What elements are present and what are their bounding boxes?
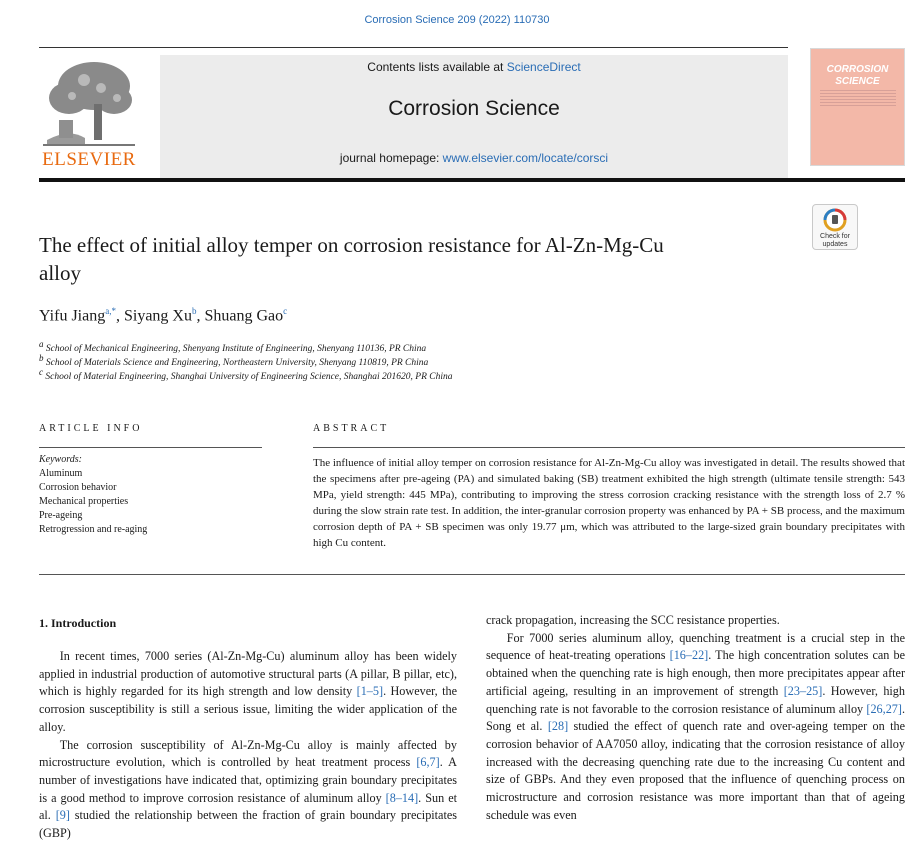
affiliation-c: $^c$ School of Material Engineering, Shanghai University of Engineering Science, Shanghai 201620, PR China	[39, 367, 453, 383]
affiliation-marker[interactable]: b	[191, 306, 197, 316]
keyword: Retrogression and re-aging	[39, 524, 148, 535]
journal-homepage-line: journal homepage: www.elsevier.com/locate/corsci	[339, 151, 609, 165]
intro-paragraph-2: The corrosion susceptibility of Al-Zn-Mg-Cu alloy is mainly affected by microstructure evolution, which is controlled by heat treatment process [6,7]. A number of investigations have indicated that, optimizing grain boundary precipitates is a good method to improve corrosion resistance of aluminum alloy [8–14]. Sun et al. [9] studied the relationship between the fraction of grain boundary precipitates (GBP)	[39, 737, 458, 841]
masthead-thick-rule	[39, 178, 905, 182]
affiliation-marker[interactable]: c	[283, 306, 288, 316]
check-for-updates-label: Check for updates	[820, 233, 850, 248]
article-info-rule	[39, 447, 262, 448]
abstract-rule	[313, 447, 905, 448]
sciencedirect-link[interactable]: ScienceDirect	[506, 60, 581, 74]
affiliation-a: $^a$ School of Mechanical Engineering, Shenyang Institute of Engineering, Shenyang 110136, PR China	[39, 339, 427, 355]
keywords-label: Keywords:	[39, 454, 82, 465]
introduction-heading: 1. Introduction	[39, 616, 117, 630]
reference-link[interactable]: [6,7]	[416, 755, 440, 770]
reference-link[interactable]: [23–25]	[783, 683, 823, 698]
keyword: Aluminum	[39, 468, 83, 479]
intro-paragraph-continued: crack propagation, increasing the SCC resistance properties.	[486, 613, 780, 627]
author-list: Yifu Jiang$^{a,*}$, Siyang Xu$^b$, Shuang Gao$^c$	[39, 306, 288, 325]
cover-text-lines	[820, 90, 896, 106]
reference-link[interactable]: [28]	[547, 719, 569, 734]
affiliation-marker[interactable]: a,*	[105, 306, 116, 316]
reference-link[interactable]: [8–14]	[385, 790, 419, 805]
check-updates-icon	[813, 205, 857, 233]
header-rule	[39, 47, 788, 48]
keyword: Corrosion behavior	[39, 482, 117, 493]
reference-link[interactable]: [26,27]	[866, 701, 902, 716]
abstract-text: The influence of initial alloy temper on corrosion resistance for Al-Zn-Mg-Cu alloy was investigated in detail. The results showed that the specimens after pre-ageing (PA) and simulated baking (SB) treatment exhibited the high strength (ultimate tensile strength: 543 MPa, yield strength: 445 MPa), contributing to improving the stress corrosion cracking resistance with the strength loss of 2.7 % during the slow strain rate test. In addition, the inter-granular corrosion property was enhanced by PA + SB process, and the maximum corrosion depth of PA + SB specimen was only 19.77 μm, which was attributed to the large-sized grain boundary precipitates with high Cu content.	[313, 457, 905, 549]
reference-link[interactable]: [16–22]	[669, 648, 709, 663]
journal-title: Corrosion Science	[388, 97, 560, 120]
reference-link[interactable]: [1–5]	[356, 684, 384, 699]
keyword: Mechanical properties	[39, 496, 129, 507]
article-info-heading: ARTICLE INFO	[39, 423, 143, 434]
author-name[interactable]: Shuang Gao	[204, 307, 284, 325]
keyword: Pre-ageing	[39, 510, 83, 521]
journal-citation[interactable]: Corrosion Science 209 (2022) 110730	[364, 14, 550, 26]
intro-paragraph-3: For 7000 series aluminum alloy, quenching treatment is a crucial step in the sequence of heat-treating operations [16–22]. The high concentration solutes can be obtained when the quenching rate is high enough, then more precipitates appear after artificial ageing, resulting in an improvement of strength [23–25]. However, high quenching rate is not favorable to the corrosion resistance of aluminum alloy [26,27]. Song et al. [28] studied the effect of quench rate and over-ageing temper on the corrosion behavior of AA7050 alloy, indicating that the corrosion resistance of alloy increased with the decreasing quenching rate due to the increasing Cu content and size of GBPs. And they even proposed that the influence of quenching process on microstructure and corrosion resistance was more important than that of ageing schedule was even	[486, 630, 905, 822]
journal-homepage-link[interactable]: www.elsevier.com/locate/corsci	[442, 151, 609, 165]
right-column	[486, 612, 905, 824]
section-rule	[39, 574, 905, 575]
article-title: The effect of initial alloy temper on corrosion resistance for Al-Zn-Mg-Cu alloy	[39, 233, 664, 285]
reference-link[interactable]: [9]	[55, 808, 70, 823]
author-name[interactable]: Yifu Jiang	[39, 307, 106, 325]
abstract-heading: ABSTRACT	[313, 423, 390, 434]
publisher-wordmark[interactable]: ELSEVIER	[42, 149, 136, 170]
contents-available-line: Contents lists available at ScienceDirect	[367, 60, 581, 74]
left-column	[39, 648, 457, 843]
affiliation-b: $^b$ School of Materials Science and Engineering, Northeastern University, Shenyang 110819, PR China	[39, 353, 429, 369]
author-name[interactable]: Siyang Xu	[123, 307, 192, 325]
intro-paragraph-1: In recent times, 7000 series (Al-Zn-Mg-Cu) aluminum alloy has been widely applied in industrial production of automotive structural parts (A pillar, B pillar, etc), which is highly regarded for its high strength and low density [1–5]. However, the corrosion susceptibility is still a serious issue, limiting the wider application of the alloy.	[39, 649, 457, 734]
cover-title: CORROSION SCIENCE	[826, 64, 889, 87]
